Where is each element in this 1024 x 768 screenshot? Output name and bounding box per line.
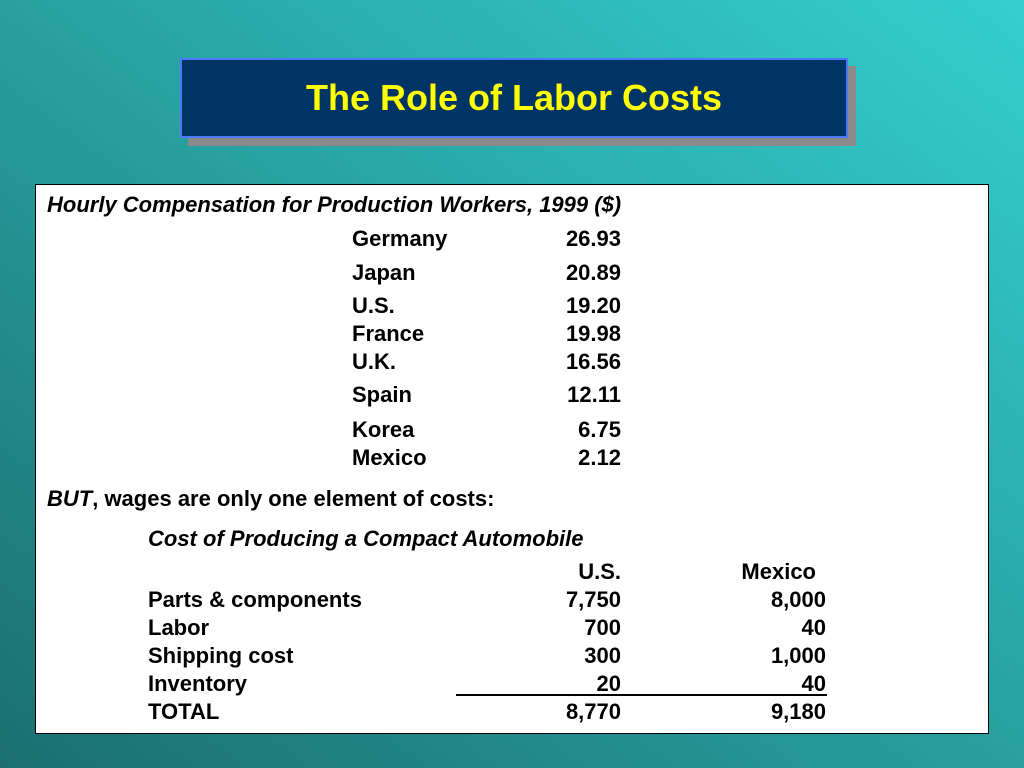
but-rest: , wages are only one element of costs: xyxy=(92,486,495,511)
country-label: Mexico xyxy=(352,445,427,470)
country-label: U.K. xyxy=(352,349,396,374)
total-label: TOTAL xyxy=(148,699,220,724)
but-line xyxy=(47,488,494,510)
cost-row-label: Labor xyxy=(148,615,210,640)
column-header-us: U.S. xyxy=(578,559,621,584)
title-box xyxy=(180,58,848,138)
compensation-heading: Hourly Compensation for Production Workers, 1999 ($) xyxy=(47,192,622,217)
country-label: Spain xyxy=(352,382,412,407)
compensation-value: 16.56 xyxy=(565,349,621,374)
total-mexico: 9,180 xyxy=(770,699,826,724)
cost-mexico: 8,000 xyxy=(770,587,826,612)
cost-mexico: 40 xyxy=(801,615,826,640)
country-label: Korea xyxy=(352,417,415,442)
cost-us: 20 xyxy=(596,671,621,696)
compensation-value: 20.89 xyxy=(565,260,621,285)
country-label: Germany xyxy=(352,226,448,251)
country-label: U.S. xyxy=(352,293,395,318)
compensation-value: 2.12 xyxy=(578,445,621,470)
cost-us: 700 xyxy=(584,615,621,640)
country-label: Japan xyxy=(352,260,416,285)
compensation-value: 19.20 xyxy=(565,293,621,318)
slide-title: The Role of Labor Costs xyxy=(305,77,723,118)
column-header-mexico: Mexico xyxy=(741,559,816,584)
country-label: France xyxy=(352,321,425,346)
compensation-value: 19.98 xyxy=(565,321,621,346)
content-panel xyxy=(35,184,989,734)
cost-row-label: Parts & components xyxy=(148,587,362,612)
but-emphasis: BUT xyxy=(47,486,93,511)
cost-row-label: Shipping cost xyxy=(148,643,294,668)
compensation-value: 12.11 xyxy=(567,382,621,407)
cost-us: 7,750 xyxy=(565,587,621,612)
compensation-value: 26.93 xyxy=(565,226,621,251)
total-us: 8,770 xyxy=(565,699,621,724)
cost-row-label: Inventory xyxy=(148,671,248,696)
compensation-value: 6.75 xyxy=(578,417,621,442)
cost-mexico: 40 xyxy=(801,671,826,696)
cost-mexico: 1,000 xyxy=(770,643,826,668)
cost-us: 300 xyxy=(584,643,621,668)
automobile-heading: Cost of Producing a Compact Automobile xyxy=(148,526,584,551)
total-rule xyxy=(456,694,827,696)
